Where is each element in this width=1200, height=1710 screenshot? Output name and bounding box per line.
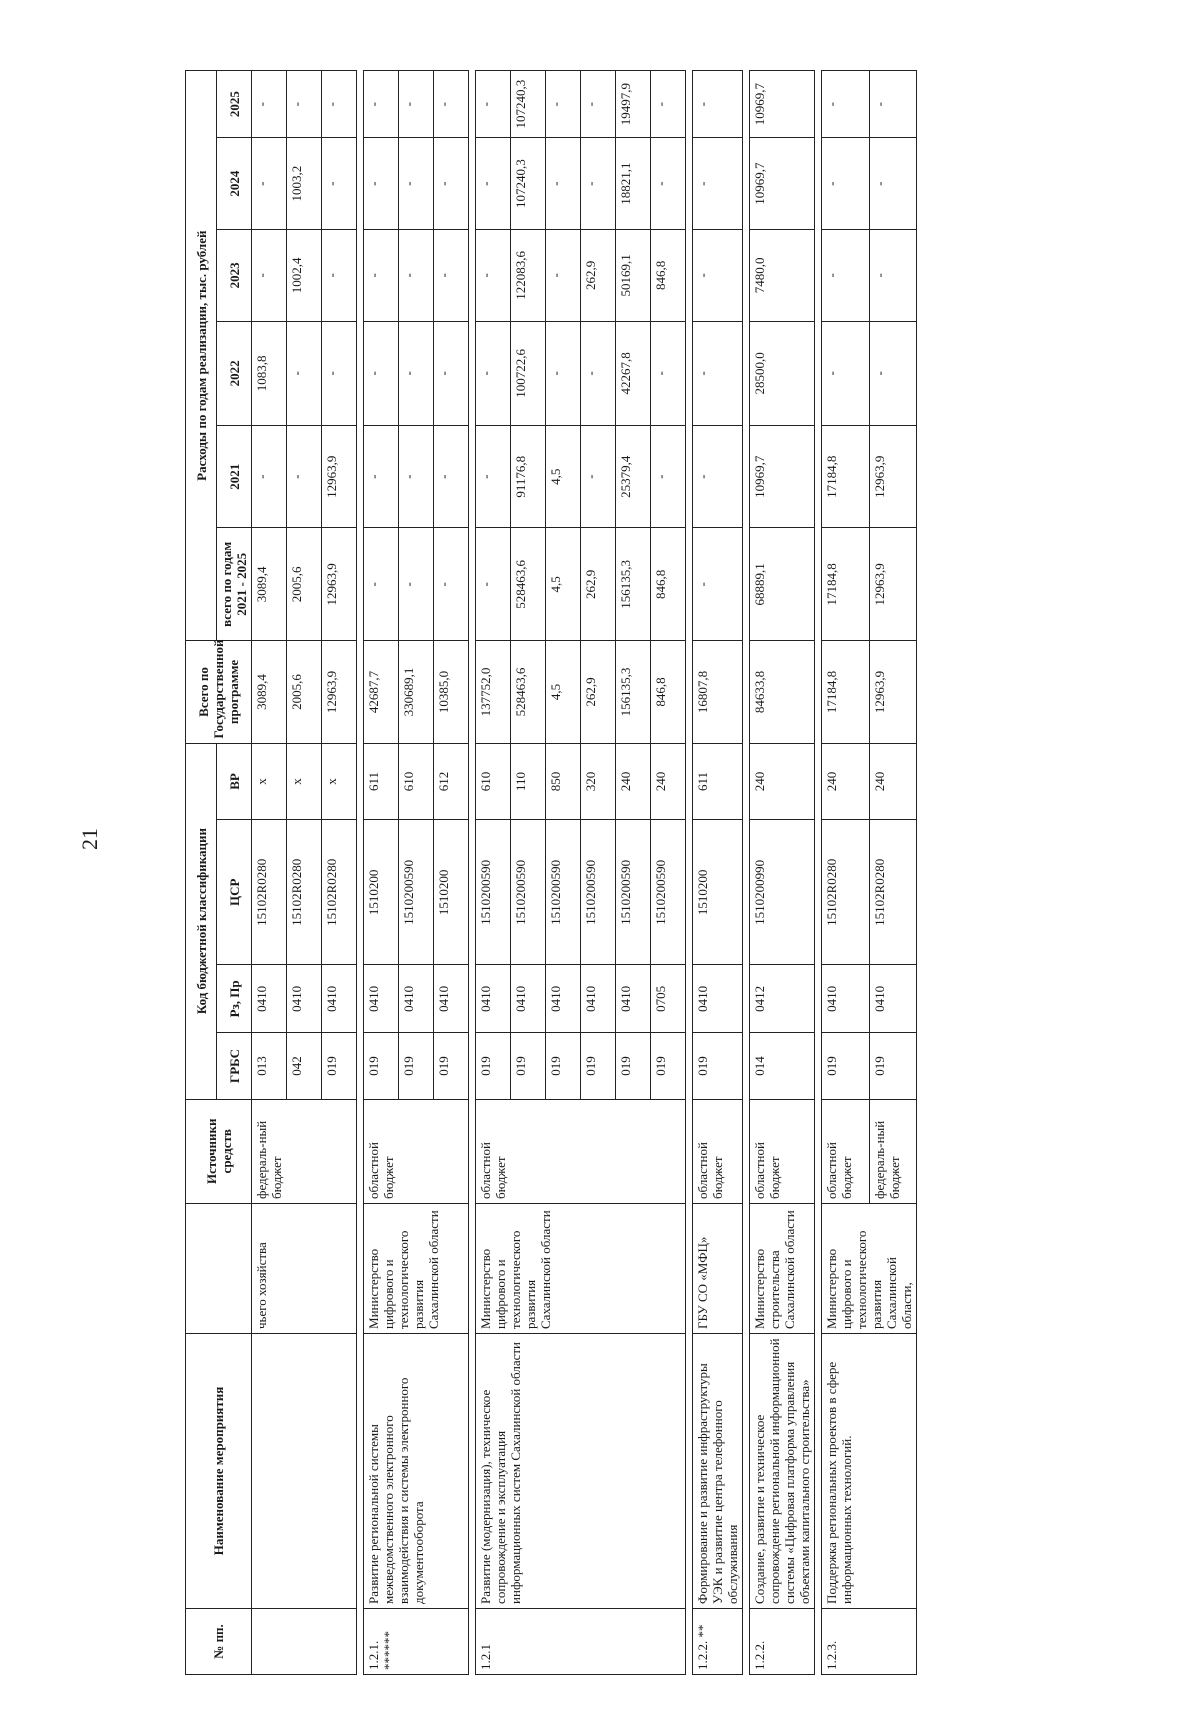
cell-y2024: - bbox=[434, 138, 469, 230]
cell-total: 3089,4 bbox=[252, 641, 287, 743]
header-name: Наименование мероприятия bbox=[186, 1333, 252, 1608]
cell-y2021: 25379,4 bbox=[616, 426, 651, 528]
cell-grbs: 019 bbox=[476, 1033, 511, 1099]
cell-csr: 1510200990 bbox=[750, 820, 815, 965]
cell-years-total: - bbox=[364, 528, 399, 641]
cell-y2024: 10969,7 bbox=[750, 138, 815, 230]
cell-grbs: 019 bbox=[581, 1033, 616, 1099]
cell-y2025: - bbox=[822, 71, 870, 138]
cell-years-total: 528463,6 bbox=[511, 528, 546, 641]
cell-y2025: - bbox=[252, 71, 287, 138]
cell-rzpr: 0410 bbox=[616, 965, 651, 1033]
cell-y2024: - bbox=[476, 138, 511, 230]
cell-y2022: - bbox=[869, 321, 917, 425]
cell-csr: 1510200 bbox=[434, 820, 469, 965]
cell-y2025: - bbox=[693, 71, 743, 138]
cell-csr: 1510200 bbox=[693, 820, 743, 965]
group-separator bbox=[469, 71, 476, 1675]
cell-total: 2005,6 bbox=[287, 641, 322, 743]
cell-vr: 850 bbox=[546, 743, 581, 820]
cell-grbs: 042 bbox=[287, 1033, 322, 1099]
cell-y2025: - bbox=[546, 71, 581, 138]
cell-y2024: - bbox=[869, 138, 917, 230]
cell-years-total: 2005,6 bbox=[287, 528, 322, 641]
cell-csr: 15102R0280 bbox=[822, 820, 870, 965]
cell-total: 330689,1 bbox=[399, 641, 434, 743]
cell-vr: 610 bbox=[399, 743, 434, 820]
separator-cell bbox=[815, 71, 822, 1675]
header-code-group: Код бюджетной классификации bbox=[186, 743, 217, 1099]
table-row bbox=[822, 71, 870, 1675]
row-source: федераль-ный бюджет bbox=[252, 1099, 357, 1203]
cell-csr: 1510200 bbox=[364, 820, 399, 965]
cell-y2023: 7480,0 bbox=[750, 229, 815, 321]
cell-y2025: - bbox=[287, 71, 322, 138]
row-responsible: ГБУ СО «МФЦ» bbox=[693, 1203, 743, 1333]
cell-years-total: - bbox=[693, 528, 743, 641]
cell-y2021: 17184,8 bbox=[822, 426, 870, 528]
cell-years-total: 846,8 bbox=[651, 528, 686, 641]
row-responsible: Министерство цифрового и технологического развития Сахалинской области, bbox=[822, 1203, 917, 1333]
header-total-years: всего по годам 2021 - 2025 bbox=[217, 528, 252, 641]
cell-y2021: - bbox=[252, 426, 287, 528]
row-responsible: Министерство строительства Сахалинской области bbox=[750, 1203, 815, 1333]
group-separator bbox=[815, 71, 822, 1675]
row-name: Развитие (модернизация), техническое сопровождение и эксплуатация информационных систем Сахалинской области bbox=[476, 1333, 686, 1608]
cell-y2021: 12963,9 bbox=[322, 426, 357, 528]
row-num: 1.2.2. bbox=[750, 1608, 815, 1674]
cell-vr: 240 bbox=[651, 743, 686, 820]
cell-y2021: - bbox=[693, 426, 743, 528]
cell-rzpr: 0410 bbox=[399, 965, 434, 1033]
cell-y2023: - bbox=[476, 229, 511, 321]
cell-rzpr: 0410 bbox=[581, 965, 616, 1033]
cell-csr: 15102R0280 bbox=[322, 820, 357, 965]
cell-y2024: - bbox=[546, 138, 581, 230]
cell-y2021: - bbox=[364, 426, 399, 528]
cell-y2023: - bbox=[364, 229, 399, 321]
cell-y2024: - bbox=[581, 138, 616, 230]
cell-rzpr: 0410 bbox=[869, 965, 917, 1033]
cell-rzpr: 0410 bbox=[322, 965, 357, 1033]
cell-vr: х bbox=[287, 743, 322, 820]
header-source: Источники средств bbox=[186, 1099, 252, 1203]
row-num: 1.2.1. ****** bbox=[364, 1608, 469, 1674]
cell-grbs: 019 bbox=[546, 1033, 581, 1099]
row-source: областной бюджет bbox=[476, 1099, 686, 1203]
cell-rzpr: 0410 bbox=[693, 965, 743, 1033]
cell-y2021: - bbox=[287, 426, 322, 528]
cell-total: 528463,6 bbox=[511, 641, 546, 743]
cell-csr: 15102R0280 bbox=[287, 820, 322, 965]
cell-y2021: 12963,9 bbox=[869, 426, 917, 528]
cell-years-total: - bbox=[476, 528, 511, 641]
cell-total: 846,8 bbox=[651, 641, 686, 743]
cell-y2023: - bbox=[434, 229, 469, 321]
group-separator bbox=[686, 71, 693, 1675]
cell-years-total: 3089,4 bbox=[252, 528, 287, 641]
cell-total: 12963,9 bbox=[869, 641, 917, 743]
cell-y2024: 1003,2 bbox=[287, 138, 322, 230]
cell-vr: 610 bbox=[476, 743, 511, 820]
cell-csr: 1510200590 bbox=[399, 820, 434, 965]
cell-y2021: - bbox=[434, 426, 469, 528]
cell-years-total: 262,9 bbox=[581, 528, 616, 641]
cell-rzpr: 0410 bbox=[252, 965, 287, 1033]
cell-rzpr: 0412 bbox=[750, 965, 815, 1033]
cell-grbs: 014 bbox=[750, 1033, 815, 1099]
cell-y2025: - bbox=[869, 71, 917, 138]
cell-y2024: - bbox=[693, 138, 743, 230]
cell-years-total: 12963,9 bbox=[322, 528, 357, 641]
cell-total: 137752,0 bbox=[476, 641, 511, 743]
cell-y2025: 10969,7 bbox=[750, 71, 815, 138]
separator-cell bbox=[357, 71, 364, 1675]
cell-y2023: 262,9 bbox=[581, 229, 616, 321]
cell-csr: 15102R0280 bbox=[252, 820, 287, 965]
table-row bbox=[750, 71, 815, 1675]
cell-vr: 320 bbox=[581, 743, 616, 820]
cell-vr: х bbox=[322, 743, 357, 820]
cell-y2023: 122083,6 bbox=[511, 229, 546, 321]
cell-grbs: 013 bbox=[252, 1033, 287, 1099]
cell-y2025: - bbox=[476, 71, 511, 138]
cell-y2022: - bbox=[693, 321, 743, 425]
cell-csr: 1510200590 bbox=[476, 820, 511, 965]
row-name: Формирование и развитие инфраструктуры УЭК и развитие центра телефонного обслуживания bbox=[693, 1333, 743, 1608]
cell-years-total: 4,5 bbox=[546, 528, 581, 641]
cell-y2024: 18821,1 bbox=[616, 138, 651, 230]
cell-rzpr: 0410 bbox=[364, 965, 399, 1033]
row-name: Создание, развитие и техническое сопровождение региональной информационной системы «Цифровая платформа управления объектами капитального строительства» bbox=[750, 1333, 815, 1608]
cell-y2022: - bbox=[651, 321, 686, 425]
cell-y2022: - bbox=[322, 321, 357, 425]
row-responsible: чьего хозяйства bbox=[252, 1203, 357, 1333]
row-source: областной бюджет bbox=[693, 1099, 743, 1203]
cell-y2025: - bbox=[581, 71, 616, 138]
cell-grbs: 019 bbox=[651, 1033, 686, 1099]
cell-years-total: 17184,8 bbox=[822, 528, 870, 641]
cell-y2022: - bbox=[434, 321, 469, 425]
cell-vr: 611 bbox=[364, 743, 399, 820]
cell-y2023: 846,8 bbox=[651, 229, 686, 321]
cell-y2021: 4,5 bbox=[546, 426, 581, 528]
row-num bbox=[252, 1608, 357, 1674]
cell-y2022: - bbox=[581, 321, 616, 425]
separator-cell bbox=[743, 71, 750, 1675]
header-grbs: ГРБС bbox=[217, 1033, 252, 1099]
cell-grbs: 019 bbox=[511, 1033, 546, 1099]
header-rzpr: Рз, Пр bbox=[217, 965, 252, 1033]
row-responsible: Министерство цифрового и технологического развития Сахалинской области bbox=[364, 1203, 469, 1333]
cell-total: 12963,9 bbox=[322, 641, 357, 743]
cell-vr: х bbox=[252, 743, 287, 820]
table-row bbox=[364, 71, 399, 1675]
cell-y2025: - bbox=[399, 71, 434, 138]
cell-rzpr: 0410 bbox=[476, 965, 511, 1033]
row-name: Развитие региональной системы межведомственного электронного взаимодействия и системы электронного документооборота bbox=[364, 1333, 469, 1608]
cell-years-total: - bbox=[399, 528, 434, 641]
cell-total: 262,9 bbox=[581, 641, 616, 743]
header-csr: ЦСР bbox=[217, 820, 252, 965]
header-y2021: 2021 bbox=[217, 426, 252, 528]
row-source: областной бюджет bbox=[750, 1099, 815, 1203]
row-source: федераль-ный бюджет bbox=[869, 1099, 917, 1203]
cell-vr: 110 bbox=[511, 743, 546, 820]
cell-y2021: - bbox=[581, 426, 616, 528]
cell-vr: 612 bbox=[434, 743, 469, 820]
cell-csr: 1510200590 bbox=[616, 820, 651, 965]
table-row bbox=[693, 71, 743, 1675]
cell-y2022: 28500,0 bbox=[750, 321, 815, 425]
cell-csr: 1510200590 bbox=[546, 820, 581, 965]
rotated-page bbox=[185, 70, 1090, 1675]
cell-total: 16807,8 bbox=[693, 641, 743, 743]
cell-y2023: 1002,4 bbox=[287, 229, 322, 321]
cell-grbs: 019 bbox=[693, 1033, 743, 1099]
cell-rzpr: 0410 bbox=[546, 965, 581, 1033]
cell-rzpr: 0410 bbox=[434, 965, 469, 1033]
row-source: областной бюджет bbox=[364, 1099, 469, 1203]
row-responsible: Министерство цифрового и технологического развития Сахалинской области bbox=[476, 1203, 686, 1333]
group-separator bbox=[743, 71, 750, 1675]
cell-y2025: 107240,3 bbox=[511, 71, 546, 138]
cell-y2023: - bbox=[322, 229, 357, 321]
cell-grbs: 019 bbox=[399, 1033, 434, 1099]
row-num: 1.2.2. ** bbox=[693, 1608, 743, 1674]
table-row bbox=[252, 71, 287, 1675]
cell-total: 4,5 bbox=[546, 641, 581, 743]
cell-y2023: - bbox=[869, 229, 917, 321]
cell-grbs: 019 bbox=[822, 1033, 870, 1099]
cell-y2025: - bbox=[364, 71, 399, 138]
cell-grbs: 019 bbox=[364, 1033, 399, 1099]
cell-vr: 240 bbox=[616, 743, 651, 820]
cell-grbs: 019 bbox=[322, 1033, 357, 1099]
cell-y2022: - bbox=[822, 321, 870, 425]
cell-y2022: 100722,6 bbox=[511, 321, 546, 425]
row-name bbox=[252, 1333, 357, 1608]
cell-y2025: - bbox=[651, 71, 686, 138]
cell-y2025: 19497,9 bbox=[616, 71, 651, 138]
cell-total: 17184,8 bbox=[822, 641, 870, 743]
cell-y2022: - bbox=[399, 321, 434, 425]
cell-y2023: - bbox=[693, 229, 743, 321]
cell-y2022: - bbox=[364, 321, 399, 425]
header-y2023: 2023 bbox=[217, 229, 252, 321]
table-body bbox=[252, 71, 917, 1675]
cell-y2021: - bbox=[476, 426, 511, 528]
cell-y2022: 42267,8 bbox=[616, 321, 651, 425]
page-number: 21 bbox=[77, 828, 102, 850]
cell-y2024: - bbox=[252, 138, 287, 230]
table-row bbox=[476, 71, 511, 1675]
cell-y2024: - bbox=[651, 138, 686, 230]
row-name: Поддержка региональных проектов в сфере информационных технологий. bbox=[822, 1333, 917, 1608]
cell-rzpr: 0705 bbox=[651, 965, 686, 1033]
row-num: 1.2.3. bbox=[822, 1608, 917, 1674]
cell-csr: 1510200590 bbox=[651, 820, 686, 965]
cell-y2023: - bbox=[252, 229, 287, 321]
cell-vr: 240 bbox=[750, 743, 815, 820]
cell-y2021: - bbox=[399, 426, 434, 528]
header-y2025: 2025 bbox=[217, 71, 252, 138]
cell-vr: 240 bbox=[869, 743, 917, 820]
cell-y2024: - bbox=[822, 138, 870, 230]
cell-y2025: - bbox=[434, 71, 469, 138]
budget-table bbox=[185, 70, 917, 1675]
row-source: областной бюджет bbox=[822, 1099, 870, 1203]
header-vr: ВР bbox=[217, 743, 252, 820]
cell-total: 10385,0 bbox=[434, 641, 469, 743]
group-separator bbox=[357, 71, 364, 1675]
cell-total: 42687,7 bbox=[364, 641, 399, 743]
cell-grbs: 019 bbox=[616, 1033, 651, 1099]
cell-years-total: - bbox=[434, 528, 469, 641]
cell-total: 156135,3 bbox=[616, 641, 651, 743]
cell-csr: 1510200590 bbox=[581, 820, 616, 965]
cell-rzpr: 0410 bbox=[822, 965, 870, 1033]
separator-cell bbox=[469, 71, 476, 1675]
cell-y2022: - bbox=[287, 321, 322, 425]
cell-vr: 611 bbox=[693, 743, 743, 820]
header-y2024: 2024 bbox=[217, 138, 252, 230]
cell-csr: 1510200590 bbox=[511, 820, 546, 965]
cell-y2025: - bbox=[322, 71, 357, 138]
cell-rzpr: 0410 bbox=[511, 965, 546, 1033]
cell-y2022: - bbox=[476, 321, 511, 425]
cell-y2023: 50169,1 bbox=[616, 229, 651, 321]
cell-y2022: 1083,8 bbox=[252, 321, 287, 425]
cell-y2023: - bbox=[822, 229, 870, 321]
cell-y2024: - bbox=[322, 138, 357, 230]
cell-total: 84633,8 bbox=[750, 641, 815, 743]
cell-years-total: 12963,9 bbox=[869, 528, 917, 641]
cell-y2021: 10969,7 bbox=[750, 426, 815, 528]
cell-rzpr: 0410 bbox=[287, 965, 322, 1033]
cell-grbs: 019 bbox=[869, 1033, 917, 1099]
header-total-program: Всего по Государственной программе bbox=[186, 641, 252, 743]
cell-y2021: - bbox=[651, 426, 686, 528]
cell-y2022: - bbox=[546, 321, 581, 425]
cell-csr: 15102R0280 bbox=[869, 820, 917, 965]
separator-cell bbox=[686, 71, 693, 1675]
cell-y2024: - bbox=[364, 138, 399, 230]
header-responsible bbox=[186, 1203, 252, 1333]
cell-y2021: 91176,8 bbox=[511, 426, 546, 528]
header-expenses-group: Расходы по годам реализации, тыс. рублей bbox=[186, 71, 217, 641]
header-y2022: 2022 bbox=[217, 321, 252, 425]
cell-y2024: 107240,3 bbox=[511, 138, 546, 230]
cell-y2024: - bbox=[399, 138, 434, 230]
header-num: № пп. bbox=[186, 1608, 252, 1674]
cell-vr: 240 bbox=[822, 743, 870, 820]
cell-y2023: - bbox=[399, 229, 434, 321]
cell-years-total: 156135,3 bbox=[616, 528, 651, 641]
cell-y2023: - bbox=[546, 229, 581, 321]
cell-grbs: 019 bbox=[434, 1033, 469, 1099]
row-num: 1.2.1 bbox=[476, 1608, 686, 1674]
cell-years-total: 68889,1 bbox=[750, 528, 815, 641]
